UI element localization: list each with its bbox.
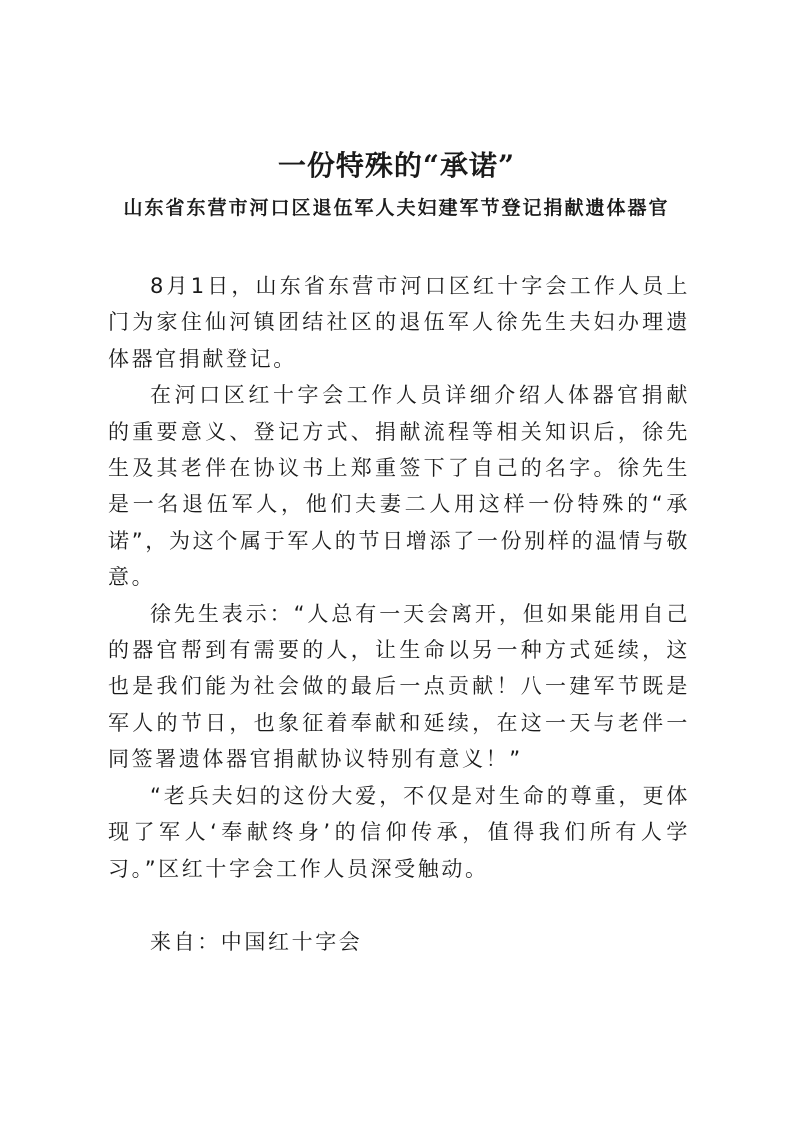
paragraph-2: 在河口区红十字会工作人员详细介绍人体器官捐献的重要意义、登记方式、捐献流程等相关知识后，徐先生及其老伴在协议书上郑重签下了自己的名字。徐先生是一名退伍军人，他们夫妻二人用这样一份特殊的“承诺”，为这个属于军人的节日增添了一份别样的温情与敬意。	[108, 383, 690, 590]
article-source: 来自：中国红十字会	[150, 930, 363, 954]
paragraph-1: 8月1日，山东省东营市河口区红十字会工作人员上门为家住仙河镇团结社区的退伍军人徐先生夫妇办理遗体器官捐献登记。	[108, 274, 690, 371]
article-subtitle: 山东省东营市河口区退伍军人夫妇建军节登记捐献遗体器官	[123, 197, 670, 219]
article-title: 一份特殊的“承诺”	[277, 149, 516, 182]
paragraph-4: “老兵夫妇的这份大爱，不仅是对生命的尊重，更体现了军人‘奉献终身’的信仰传承，值得我们所有人学习。”区红十字会工作人员深受触动。	[108, 783, 690, 881]
paragraph-3: 徐先生表示：“人总有一天会离开，但如果能用自己的器官帮到有需要的人，让生命以另一种方式延续，这也是我们能为社会做的最后一点贡献！八一建军节既是军人的节日，也象征着奉献和延续，在这一天与老伴一同签署遗体器官捐献协议特别有意义！”	[108, 601, 690, 772]
article-body	[108, 268, 690, 887]
